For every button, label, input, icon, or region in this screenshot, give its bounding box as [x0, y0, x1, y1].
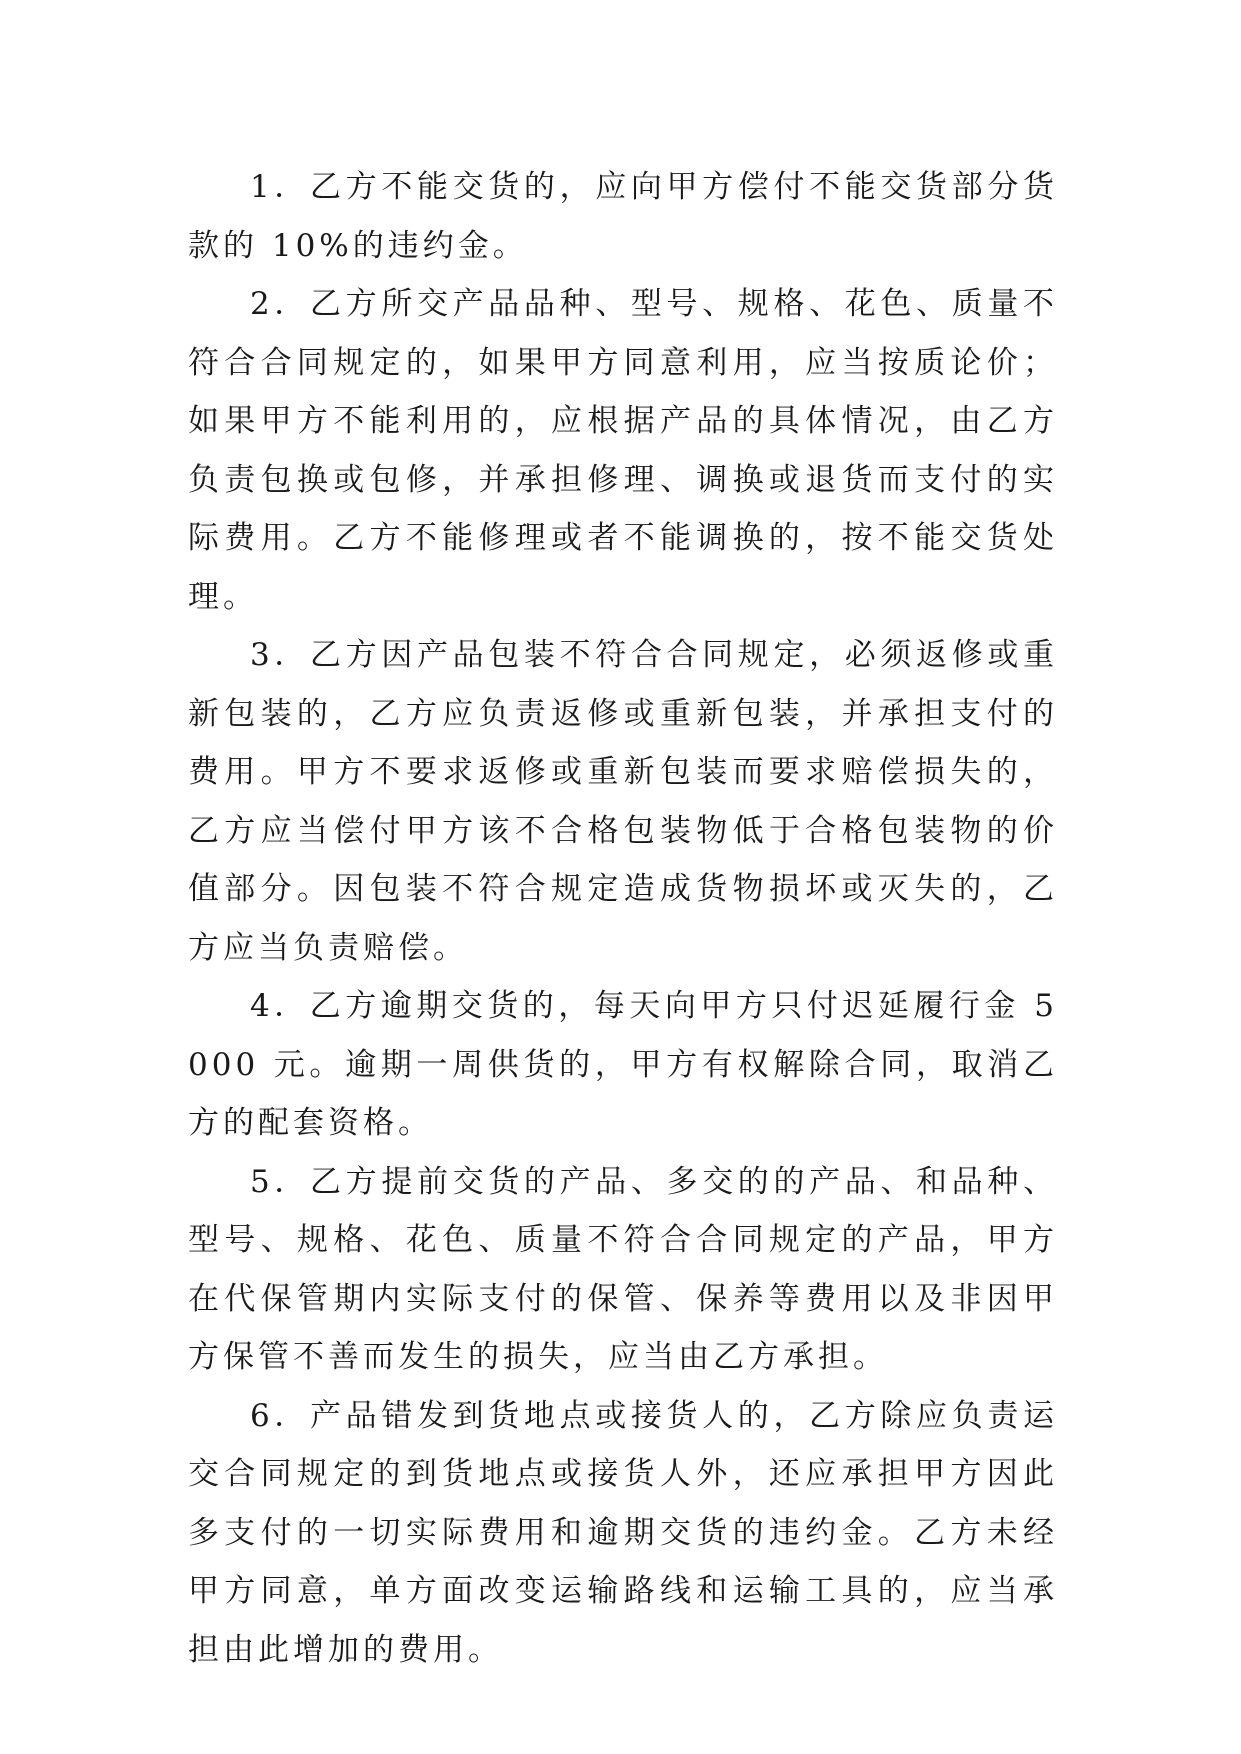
clause-2	[188, 275, 1058, 626]
clause-1	[188, 158, 1058, 275]
clause-text: 乙方提前交货的产品、多交的的产品、和品种、型号、规格、花色、质量不符合合同规定的产品，甲方在代保管期内实际支付的保管、保养等费用以及非因甲方保管不善而发生的损失，应当由乙方承担。	[188, 1163, 1058, 1375]
clause-3	[188, 626, 1058, 977]
clause-text: 乙方逾期交货的，每天向甲方只付迟延履行金 5000 元。逾期一周供货的，甲方有权解除合同，取消乙方的配套资格。	[188, 988, 1058, 1141]
clause-number: 2．	[250, 286, 311, 322]
clause-text: 乙方所交产品品种、型号、规格、花色、质量不符合合同规定的，如果甲方同意利用，应当按质论价；如果甲方不能利用的，应根据产品的具体情况，由乙方负责包换或包修，并承担修理、调换或退货而支付的实际费用。乙方不能修理或者不能调换的，按不能交货处理。	[188, 286, 1058, 615]
clause-4	[188, 977, 1058, 1153]
clause-number: 4．	[250, 988, 310, 1024]
clause-number: 3．	[250, 637, 311, 673]
clause-text: 产品错发到货地点或接货人的，乙方除应负责运交合同规定的到货地点或接货人外，还应承担甲方因此多支付的一切实际费用和逾期交货的违约金。乙方未经甲方同意，单方面改变运输路线和运输工具的，应当承担由此增加的费用。	[188, 1397, 1058, 1668]
clause-6	[188, 1387, 1058, 1680]
clause-text: 乙方不能交货的，应向甲方偿付不能交货部分货款的 10%的违约金。	[188, 169, 1058, 264]
clause-number: 5．	[250, 1163, 311, 1200]
contract-clauses	[188, 158, 1058, 1679]
clause-number: 1．	[250, 169, 311, 205]
clause-number: 6．	[250, 1397, 311, 1434]
clause-text: 乙方因产品包装不符合合同规定，必须返修或重新包装的，乙方应负责返修或重新包装，并承担支付的费用。甲方不要求返修或重新包装而要求赔偿损失的，乙方应当偿付甲方该不合格包装物低于合格包装物的价值部分。因包装不符合规定造成货物损坏或灭失的，乙方应当负责赔偿。	[188, 637, 1058, 966]
clause-5	[188, 1153, 1058, 1387]
